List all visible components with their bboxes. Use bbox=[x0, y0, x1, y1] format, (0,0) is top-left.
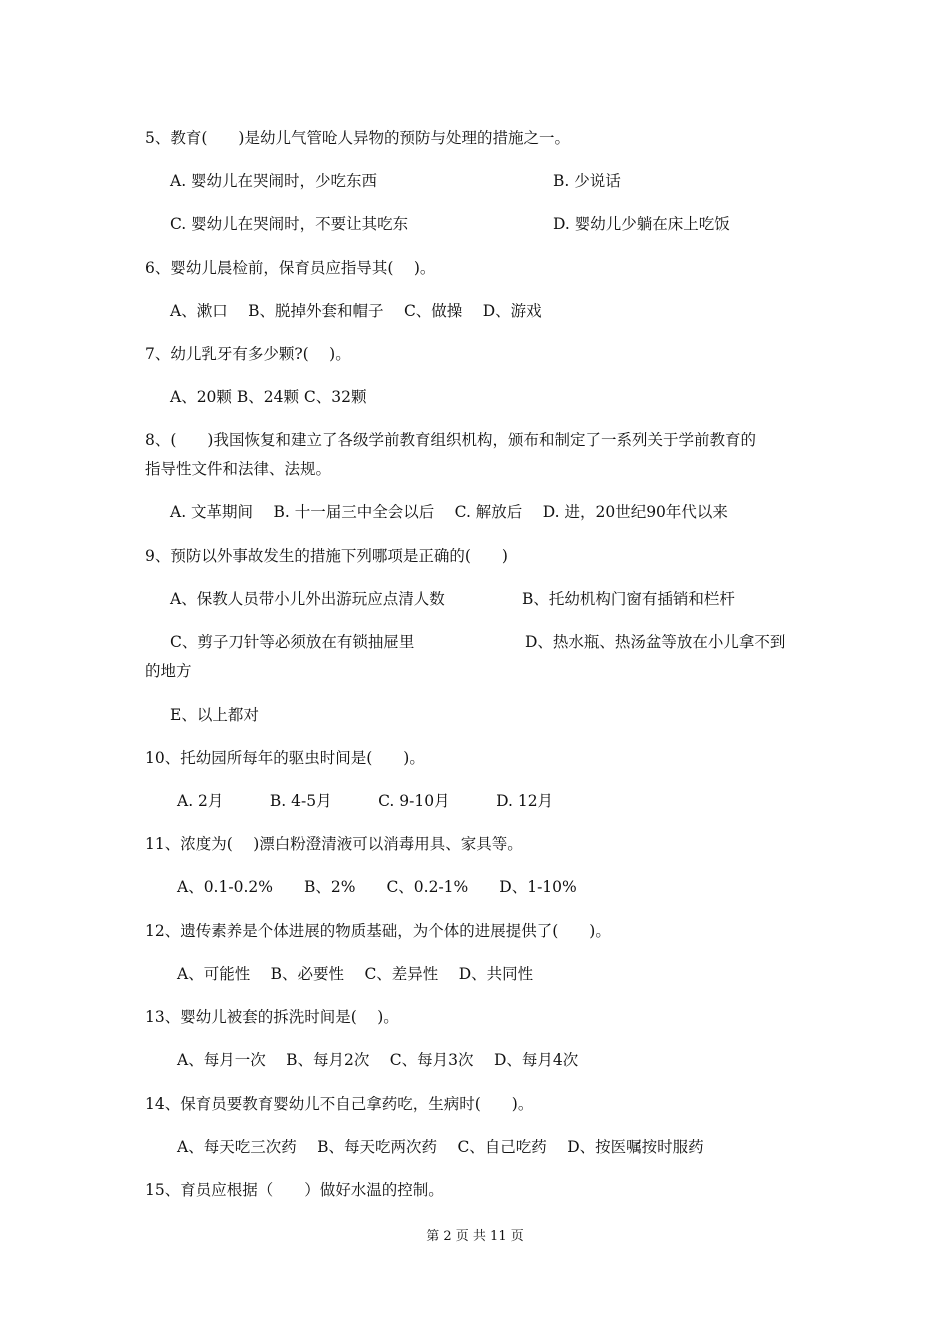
question-5-option-a: A. 婴幼儿在哭闹时，少吃东西 bbox=[170, 172, 378, 190]
question-6-options: A、漱口 B、脱掉外套和帽子 C、做操 D、游戏 bbox=[170, 302, 542, 320]
question-11-stem: 11、浓度为( )漂白粉澄清液可以消毒用具、家具等。 bbox=[145, 835, 523, 853]
question-5-option-b: B. 少说话 bbox=[553, 172, 621, 190]
question-9-option-d-continued: 的地方 bbox=[145, 662, 192, 680]
page-footer: 第 2 页 共 11 页 bbox=[426, 1229, 524, 1244]
question-10-options: A. 2月 B. 4-5月 C. 9-10月 D. 12月 bbox=[177, 792, 554, 810]
question-13-options: A、每月一次 B、每月2次 C、每月3次 D、每月4次 bbox=[177, 1051, 579, 1069]
question-9-stem: 9、预防以外事故发生的措施下列哪项是正确的( ) bbox=[145, 547, 508, 565]
question-9-option-e: E、以上都对 bbox=[170, 706, 259, 724]
question-5-stem: 5、教育( )是幼儿气管呛人异物的预防与处理的措施之一。 bbox=[145, 129, 570, 147]
question-5-option-c: C. 婴幼儿在哭闹时，不要让其吃东 bbox=[170, 215, 409, 233]
question-12-stem: 12、遗传素养是个体进展的物质基础，为个体的进展提供了( )。 bbox=[145, 922, 611, 940]
question-15-stem: 15、育员应根据（ ）做好水温的控制。 bbox=[145, 1181, 444, 1199]
question-6-stem: 6、婴幼儿晨检前，保育员应指导其( )。 bbox=[145, 259, 436, 277]
question-8-options: A. 文革期间 B. 十一届三中全会以后 C. 解放后 D. 进，20世纪90年代以来 bbox=[170, 503, 728, 521]
question-9-option-c: C、剪子刀针等必须放在有锁抽屉里 bbox=[170, 633, 415, 651]
question-10-stem: 10、托幼园所每年的驱虫时间是( )。 bbox=[145, 749, 425, 767]
question-14-stem: 14、保育员要教育婴幼儿不自己拿药吃，生病时( )。 bbox=[145, 1095, 534, 1113]
question-7-stem: 7、幼儿乳牙有多少颗?( )。 bbox=[145, 345, 351, 363]
question-11-options: A、0.1-0.2% B、2% C、0.2-1% D、1-10% bbox=[177, 878, 577, 896]
question-9-option-b: B、托幼机构门窗有插销和栏杆 bbox=[522, 590, 735, 608]
question-12-options: A、可能性 B、必要性 C、差异性 D、共同性 bbox=[177, 965, 534, 983]
question-5-option-d: D. 婴幼儿少躺在床上吃饭 bbox=[553, 215, 730, 233]
question-9-option-d: D、热水瓶、热汤盆等放在小儿拿不到 bbox=[525, 633, 786, 651]
question-8-stem-line-2: 指导性文件和法律、法规。 bbox=[145, 460, 332, 478]
question-13-stem: 13、婴幼儿被套的拆洗时间是( )。 bbox=[145, 1008, 399, 1026]
question-7-options: A、20颗 B、24颗 C、32颗 bbox=[170, 388, 367, 406]
question-8-stem-line-1: 8、( )我国恢复和建立了各级学前教育组织机构，颁布和制定了一系列关于学前教育的 bbox=[145, 431, 756, 449]
question-9-option-a: A、保教人员带小儿外出游玩应点清人数 bbox=[170, 590, 445, 608]
question-14-options: A、每天吃三次药 B、每天吃两次药 C、自己吃药 D、按医嘱按时服药 bbox=[177, 1138, 704, 1156]
